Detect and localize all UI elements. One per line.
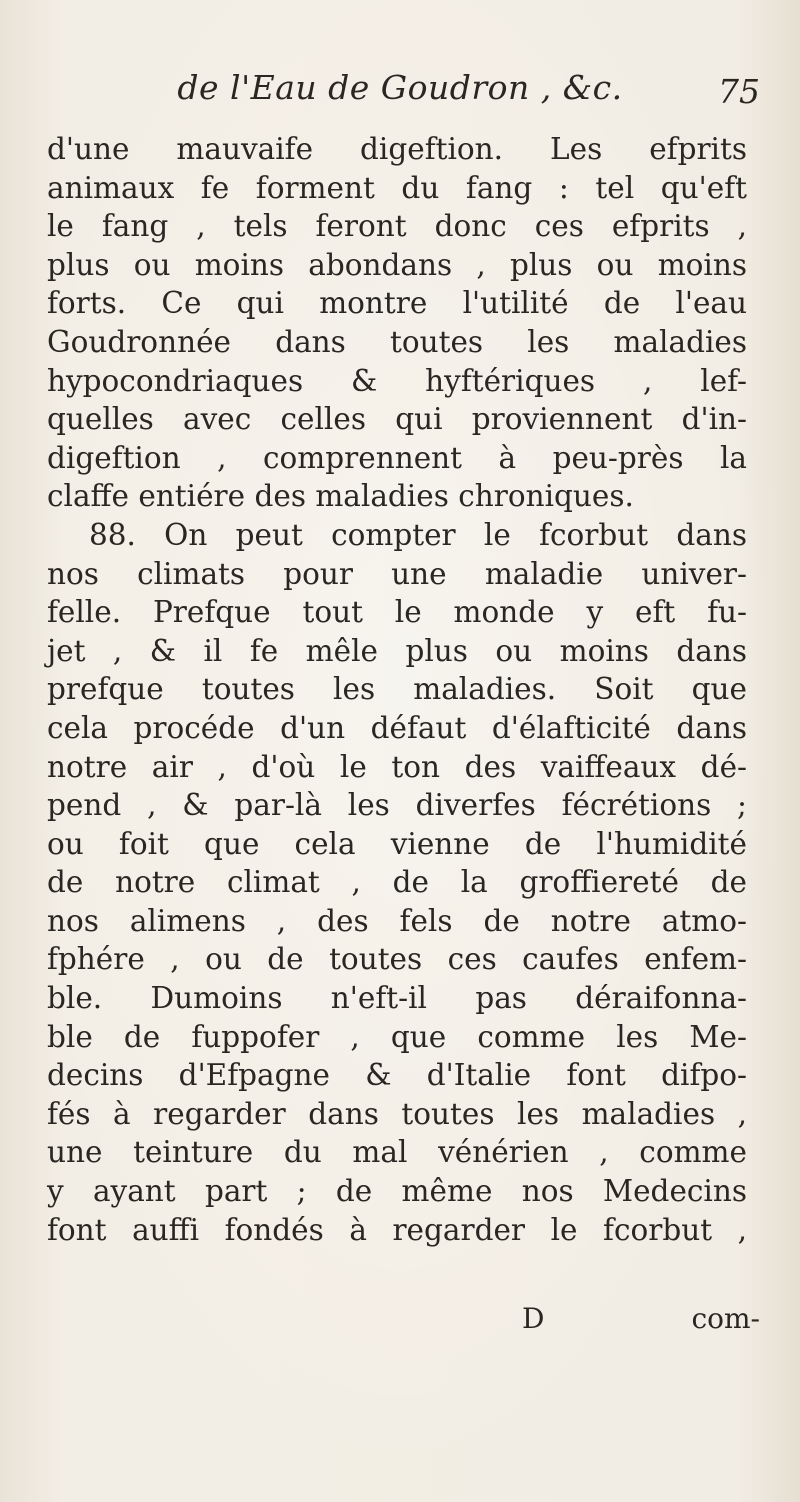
catchword: com- bbox=[691, 1302, 760, 1335]
page-number: 75 bbox=[718, 72, 760, 111]
text-line: forts. Ce qui montre l'utilité de l'eau bbox=[47, 286, 747, 321]
text-line: cela procéde d'un défaut d'élafticité dans bbox=[47, 710, 747, 745]
text-line: felle. Prefque tout le monde y eft fu- bbox=[47, 595, 747, 630]
text-line: une teinture du mal vénérien , comme bbox=[47, 1135, 747, 1170]
text-line: prefque toutes les maladies. Soit que bbox=[47, 672, 747, 707]
text-line: 88. On peut compter le fcorbut dans bbox=[89, 517, 747, 552]
text-line: ble. Dumoins n'eft-il pas déraifonna- bbox=[47, 981, 747, 1016]
text-line: de notre climat , de la groffiereté de bbox=[47, 865, 747, 900]
text-line: nos alimens , des fels de notre atmo- bbox=[47, 903, 747, 938]
text-line: quelles avec celles qui proviennent d'in- bbox=[47, 402, 747, 437]
text-line: ou foit que cela vienne de l'humidité bbox=[47, 826, 747, 861]
text-line: claffe entiére des maladies chroniques. bbox=[47, 479, 634, 514]
text-line: plus ou moins abondans , plus ou moins bbox=[47, 247, 747, 282]
text-line: d'une mauvaife digeftion. Les efprits bbox=[47, 132, 747, 166]
text-line: le fang , tels feront donc ces efprits , bbox=[47, 209, 747, 244]
page-footer bbox=[60, 1302, 760, 1342]
text-line: animaux fe forment du fang : tel qu'eft bbox=[47, 170, 747, 205]
signature-mark: D bbox=[522, 1302, 545, 1335]
text-line: y ayant part ; de même nos Medecins bbox=[47, 1174, 747, 1209]
text-line: fphére , ou de toutes ces caufes enfem- bbox=[47, 942, 747, 977]
body-text bbox=[47, 130, 747, 1249]
text-line: digeftion , comprennent à peu-près la bbox=[47, 440, 747, 475]
page-header bbox=[60, 68, 760, 118]
text-line: Goudronnée dans toutes les maladies bbox=[47, 324, 747, 359]
text-line: hypocondriaques & hyftériques , lef- bbox=[47, 363, 747, 398]
text-line: pend , & par-là les diverfes fécrétions ; bbox=[47, 788, 747, 823]
text-line: notre air , d'où le ton des vaiffeaux dé- bbox=[47, 749, 747, 784]
running-title: de l'Eau de Goudron , &c. bbox=[177, 68, 623, 107]
text-line: jet , & il fe mêle plus ou moins dans bbox=[47, 633, 747, 668]
text-line: font auffi fondés à regarder le fcorbut , bbox=[47, 1212, 747, 1247]
text-line: ble de fuppofer , que comme les Me- bbox=[47, 1019, 747, 1054]
text-line: nos climats pour une maladie univer- bbox=[47, 556, 747, 591]
text-line: decins d'Efpagne & d'Italie font difpo- bbox=[47, 1058, 747, 1093]
text-line: fés à regarder dans toutes les maladies , bbox=[47, 1096, 747, 1131]
